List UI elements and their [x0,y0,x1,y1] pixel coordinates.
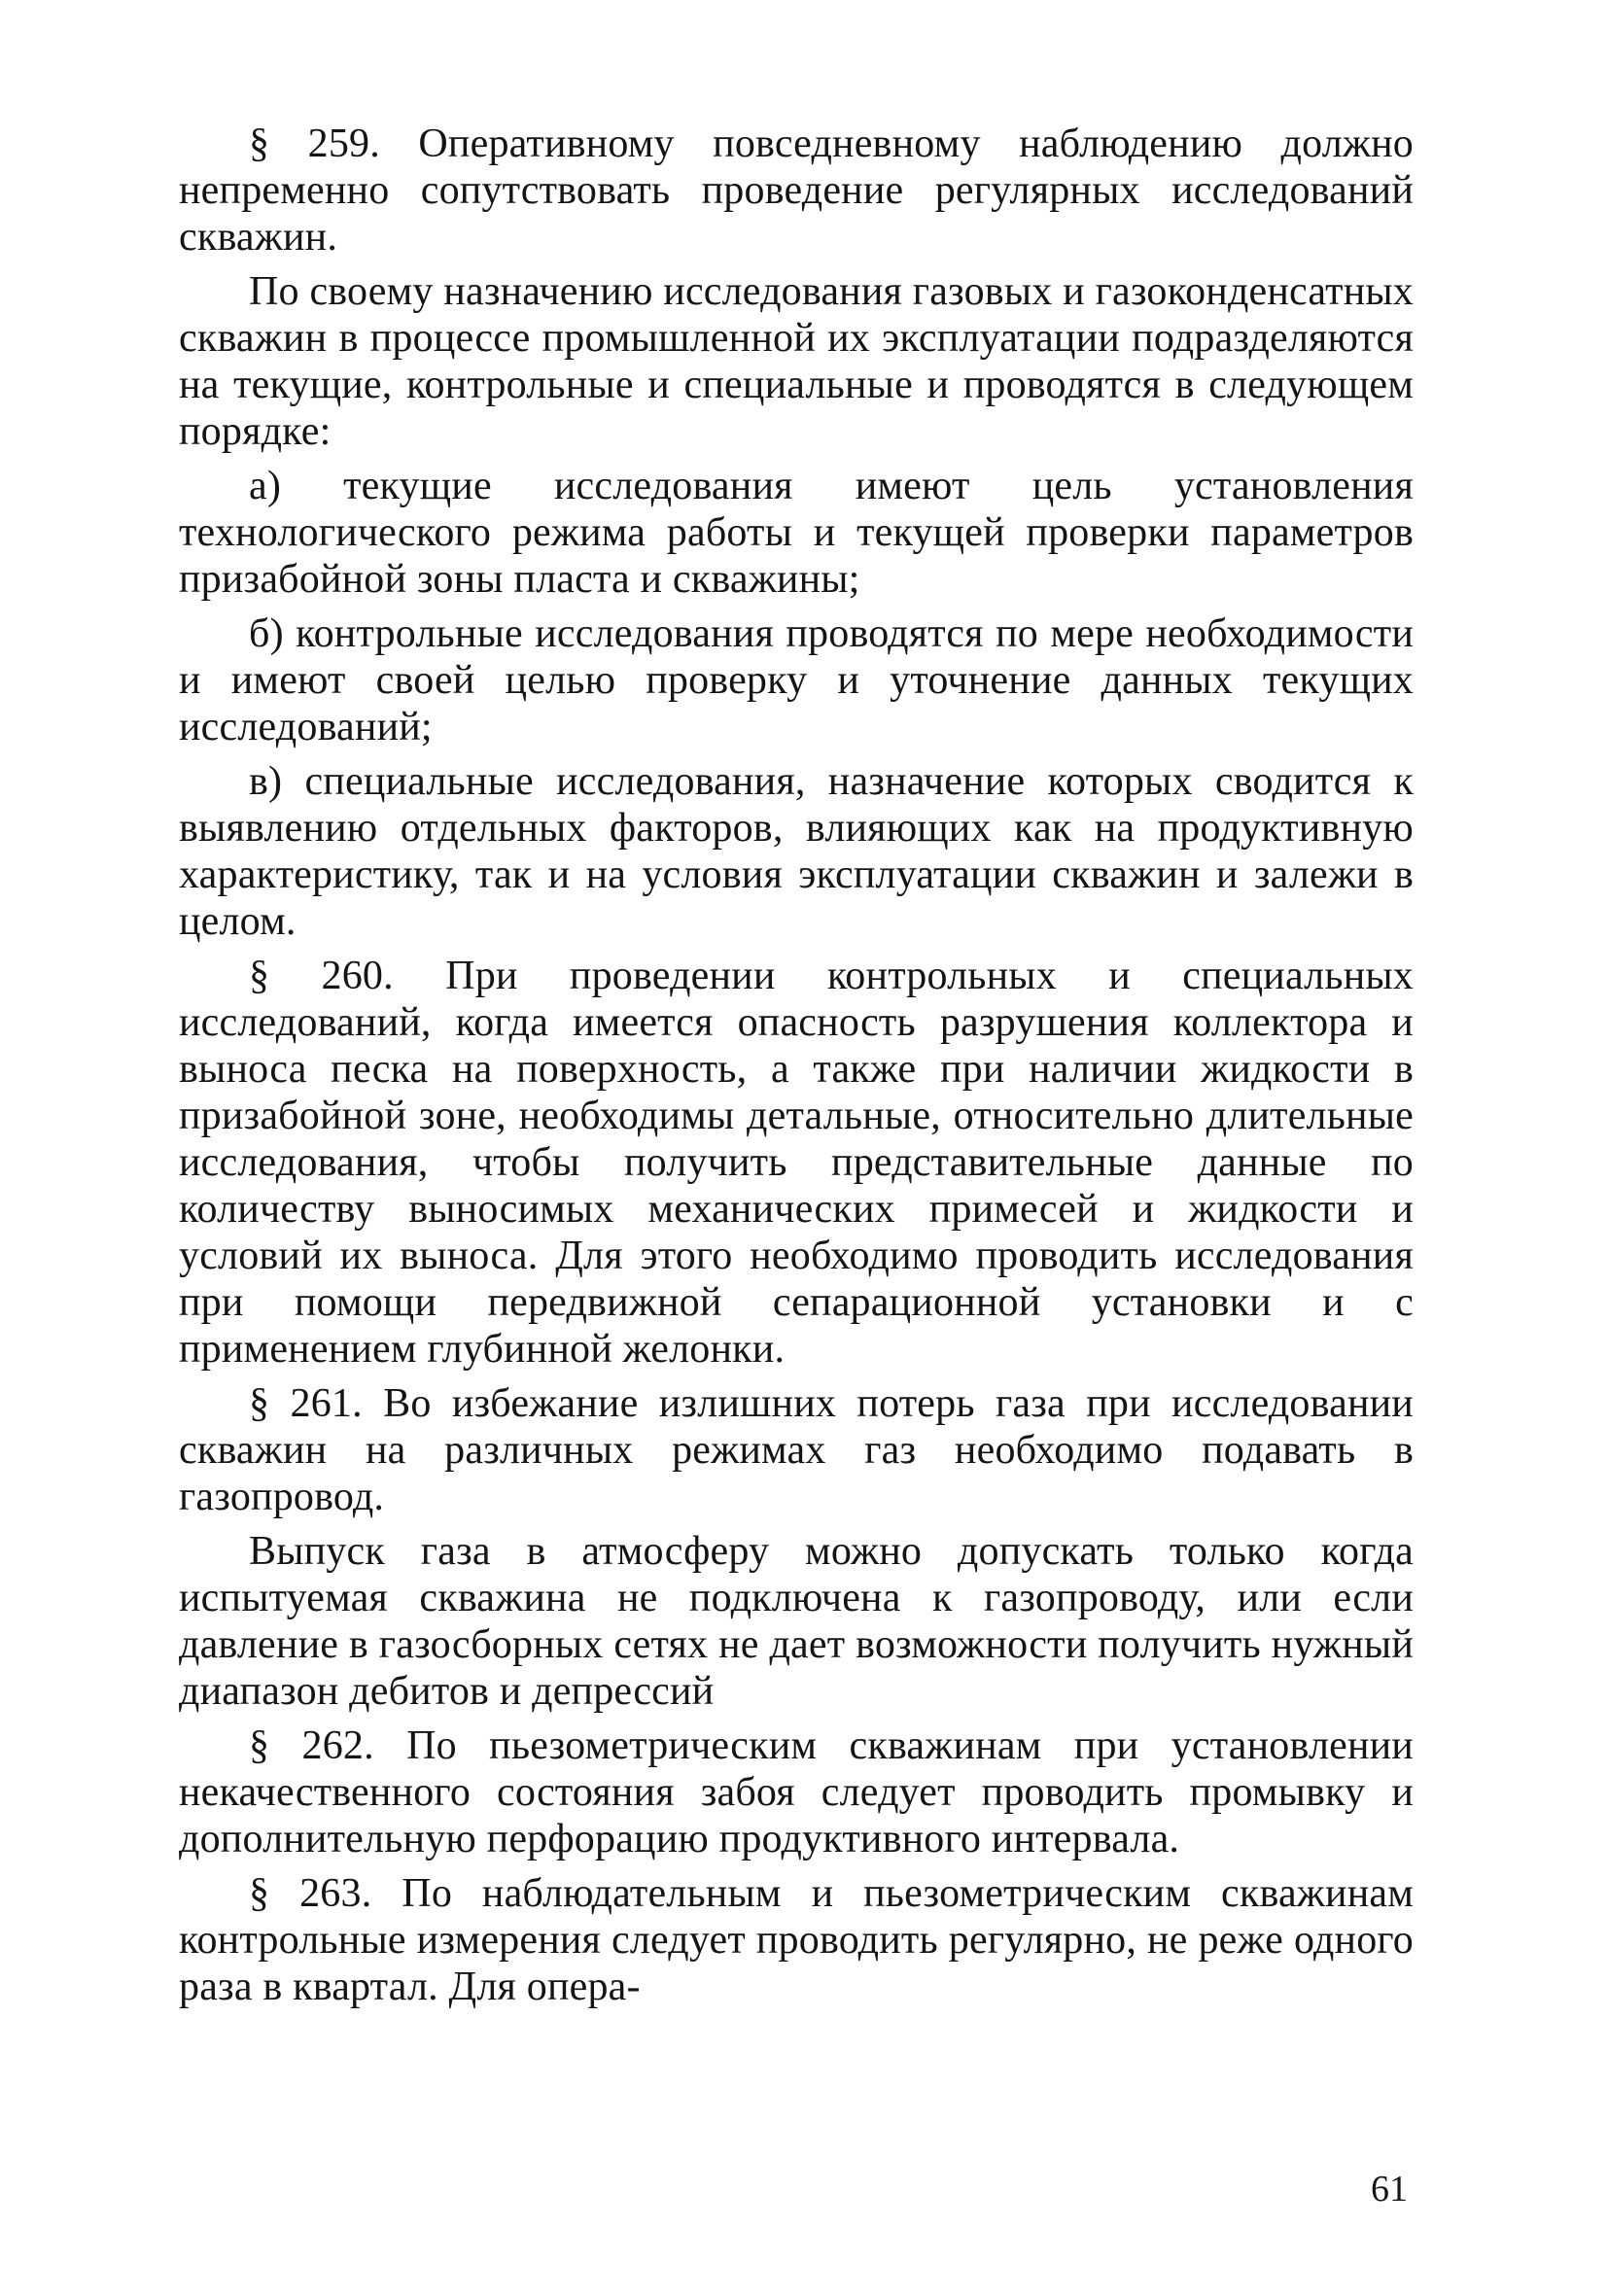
paragraph-260: § 260. При проведении контрольных и специальных исследований, когда имеется опасность разрушения коллектора и выноса песка на поверхность, а также при наличии жидкости в призабойной зоне, необходимы детальные, относительно длительные исследования, чтобы получить представительные данные по количеству выносимых механических примесей и жидкости и условий их выноса. Для этого необходимо проводить исследования при помощи передвижной сепарационной установки и с применением глубинной желонки. [179,954,1414,1372]
paragraph-259: § 259. Оперативному повседневному наблюдению должно непременно сопутствовать проведение регулярных исследований скважин. [179,122,1414,260]
body-text [179,121,1414,2018]
list-item-v: в) специальные исследования, назначение которых сводится к выявлению отдельных факторов, влияющих как на продуктивную характеристику, так и на условия эксплуатации скважин и залежи в целом. [179,759,1414,944]
list-item-a: а) текущие исследования имеют цель установления технологического режима работы и текущей проверки параметров призабойной зоны пласта и скважины; [179,464,1414,602]
paragraph-purpose: По своему назначению исследования газовых и газоконденсатных скважин в процессе промышленной их эксплуатации подразделяются на текущие, контрольные и специальные и проводятся в следующем порядке: [179,269,1414,454]
paragraph-262: § 262. По пьезометрическим скважинам при установлении некачественного состояния забоя следует проводить промывку и дополнительную перфорацию продуктивного интервала. [179,1723,1414,1861]
page-number: 61 [1371,2169,1408,2209]
list-item-b: б) контрольные исследования проводятся по мере необходимости и имеют своей целью проверку и уточнение данных текущих исследований; [179,611,1414,749]
paragraph-261: § 261. Во избежание излишних потерь газа при исследовании скважин на различных режимах газ необходимо подавать в газопровод. [179,1381,1414,1519]
paragraph-263: § 263. По наблюдательным и пьезометрическим скважинам контрольные измерения следует проводить регулярно, не реже одного раза в квартал. Для опера- [179,1871,1414,2009]
paragraph-gas-release: Выпуск газа в атмосферу можно допускать только когда испытуемая скважина не подключена к газопроводу, или если давление в газосборных сетях не дает возможности получить нужный диапазон дебитов и депрессий [179,1529,1414,1714]
